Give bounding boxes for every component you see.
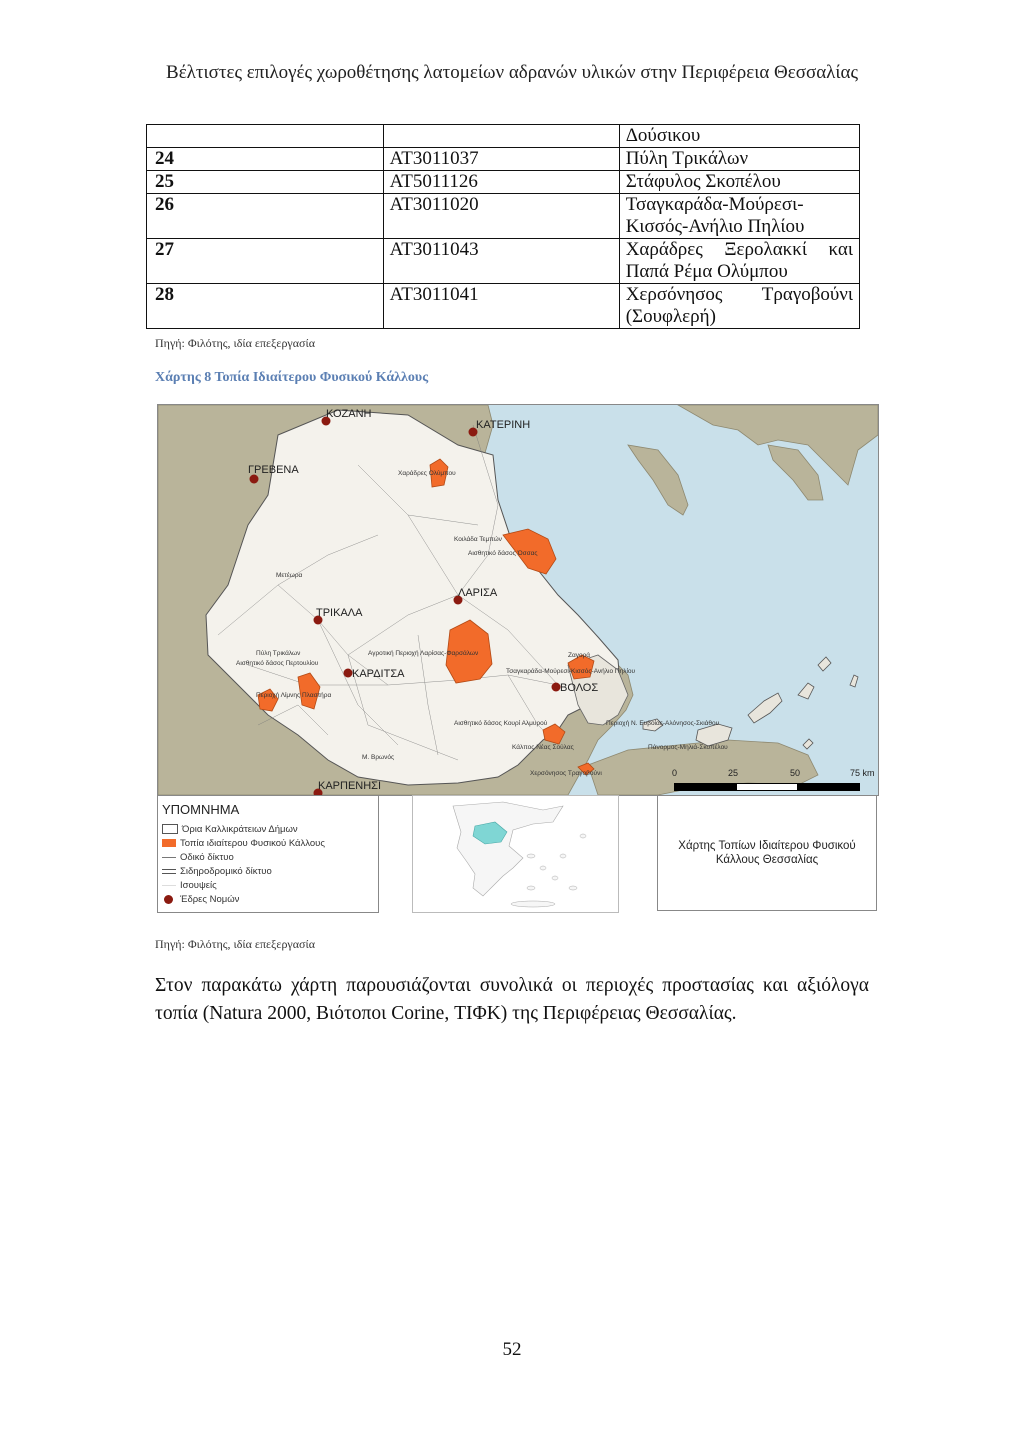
table-row [147,171,860,194]
map-title-line: Κάλλους Θεσσαλίας [715,854,819,866]
map-title [678,839,855,867]
scale-bar [658,768,880,794]
site-code: AT3011043 [383,239,619,284]
legend-label: Οδικό δίκτυο [180,852,234,863]
map-caption: Χάρτης 8 Τοπία Ιδιαίτερου Φυσικού Κάλλους [155,370,429,385]
row-number: 25 [147,171,384,194]
legend-item [162,866,272,878]
railway-line-icon [162,869,176,874]
site-name-line: Κισσός-Ανήλιο Πηλίου [625,216,805,237]
site-name-line: Τσαγκαράδα-Μούρεσι- [625,194,804,215]
site-name [619,148,859,171]
scale-segment [736,783,798,791]
contour-line-icon [162,885,176,886]
row-number: 28 [147,284,384,329]
body-paragraph: Στον παρακάτω χάρτη παρουσιάζονται συνολικά οι περιοχές προστασίας και αξιόλογα τοπία (Natura 2000, Βιότοποι Corine, ΤΙΦΚ) της Περιφέρειας Θεσσαλίας. [155,975,869,1024]
site-name [619,125,859,148]
area-label: Ζαγορά [568,652,591,659]
islet [798,683,814,699]
legend-label: Όρια Καλλικράτειων Δήμων [182,824,298,835]
site-name-line: Στάφυλος Σκοπέλου [625,171,781,192]
page-number: 52 [502,1339,522,1360]
city-label: ΒΟΛΟΣ [560,682,599,694]
alonissos-island [748,693,782,723]
site-code: AT3011020 [383,194,619,239]
scale-label: 0 [672,768,678,778]
legend-item [162,894,239,906]
running-header: Βέλτιστες επιλογές χωροθέτησης λατομείων αδρανών υλικών στην Περιφέρεια Θεσσαλίας [166,62,858,83]
boundary-swatch-icon [162,824,178,834]
site-name-line: Δούσικου [625,125,701,146]
islet [850,675,858,687]
locator-inset-map [412,795,619,913]
table-row [147,284,860,329]
legend-label: Έδρες Νομών [180,894,240,905]
map-title-line: Χάρτης Τοπίων Ιδιαίτερου Φυσικού [678,840,856,852]
area-label: Μετέωρα [276,572,303,579]
site-code: AT3011041 [383,284,619,329]
map-canvas [158,405,878,795]
site-name-line: Πύλη Τρικάλων [625,148,749,169]
table-source: Πηγή: Φιλότης, ιδία επεξεργασία [155,336,316,350]
table-row [147,148,860,171]
scale-label: 25 [728,768,739,778]
city-label: ΚΑΤΕΡΙΝΗ [476,419,531,431]
legend-item [162,880,217,892]
site-code [383,125,619,148]
city-label: ΚΟΖΑΝΗ [326,408,372,420]
chalkidiki-land [678,405,878,485]
scale-label: 50 [790,768,801,778]
sithonia-peninsula [768,445,823,500]
islet [803,739,813,749]
area-label: Χερσόνησος Τραγοβούνι [530,770,602,777]
site-name-line: (Σουφλερή) [625,306,716,327]
map-title-box [657,795,877,911]
row-number [147,125,384,148]
site-name [619,171,859,194]
area-label: Κοιλάδα Τεμπών [454,536,502,543]
scale-segment [798,783,860,791]
site-name [619,194,859,239]
scale-segment [674,783,736,791]
site-name-line: Παπά Ρέμα Ολύμπου [625,261,788,282]
legend-item [162,838,325,850]
area-label: Αισθητικό δάσος Όσσας [468,550,538,557]
city-label: ΚΑΡΔΙΤΣΑ [352,668,405,680]
site-name [619,239,859,284]
area-label: Αισθητικό δάσος Κουρί Αλμυρού [454,720,548,727]
road-line-icon [162,857,176,858]
area-label: Πάνορμος-Μηλιά-Σκοπέλου [648,744,728,751]
scale-label: 75 km [850,768,875,778]
site-code: AT5011126 [383,171,619,194]
city-label: ΓΡΕΒΕΝΑ [248,464,299,476]
table-row [147,125,860,148]
greece-locator-icon [413,796,618,912]
area-label: Πύλη Τρικάλων [256,650,301,657]
landscape-swatch-icon [162,839,176,847]
legend-item [162,852,234,864]
city-dot-icon [164,895,173,904]
legend-item [162,824,298,836]
kassandra-peninsula [628,445,688,515]
legend-label: Τοπία ιδιαίτερου Φυσικού Κάλλους [180,838,325,849]
landscape-map [157,404,879,796]
map-legend [157,795,379,913]
site-name [619,284,859,329]
area-label: Κάλπος Νέας Σούλας [512,744,574,751]
table-row [147,239,860,284]
site-name-line: Χαράδρες Ξερολακκί και [625,239,853,260]
row-number: 24 [147,148,384,171]
landscape-sites-table [146,124,860,329]
legend-label: Ισουψείς [180,880,217,891]
city-label: ΛΑΡΙΣΑ [458,587,498,599]
area-label: Τσαγκαράδα-Μούρεσι-Κισσός-Ανήλιο Πηλίου [506,668,636,675]
city-label: ΚΑΡΠΕΝΗΣΙ [318,780,382,792]
site-code: AT3011037 [383,148,619,171]
table-row [147,194,860,239]
islet [818,657,831,671]
area-label: Μ. Βρωνός [362,754,395,761]
area-label: Περιοχή Λίμνης Πλαστήρα [256,692,332,699]
city-label: ΤΡΙΚΑΛΑ [316,607,363,619]
legend-title: ΥΠΟΜΝΗΜΑ [162,802,240,817]
area-label: Χαράδρες Ολύμπου [398,470,456,477]
site-name-line: Χερσόνησος Τραγοβούνι [625,284,853,305]
row-number: 26 [147,194,384,239]
legend-label: Σιδηροδρομικό δίκτυο [180,866,272,877]
area-label: Περιοχή Ν. Ευβοίας-Αλόνησος-Σκιάθου [606,720,720,727]
row-number: 27 [147,239,384,284]
area-label: Αγροτική Περιοχή Λαρίσας-Φαρσάλων [368,650,479,657]
map-source: Πηγή: Φιλότης, ιδία επεξεργασία [155,937,316,951]
area-label: Αισθητικό δάσος Περτουλίου [236,660,319,667]
